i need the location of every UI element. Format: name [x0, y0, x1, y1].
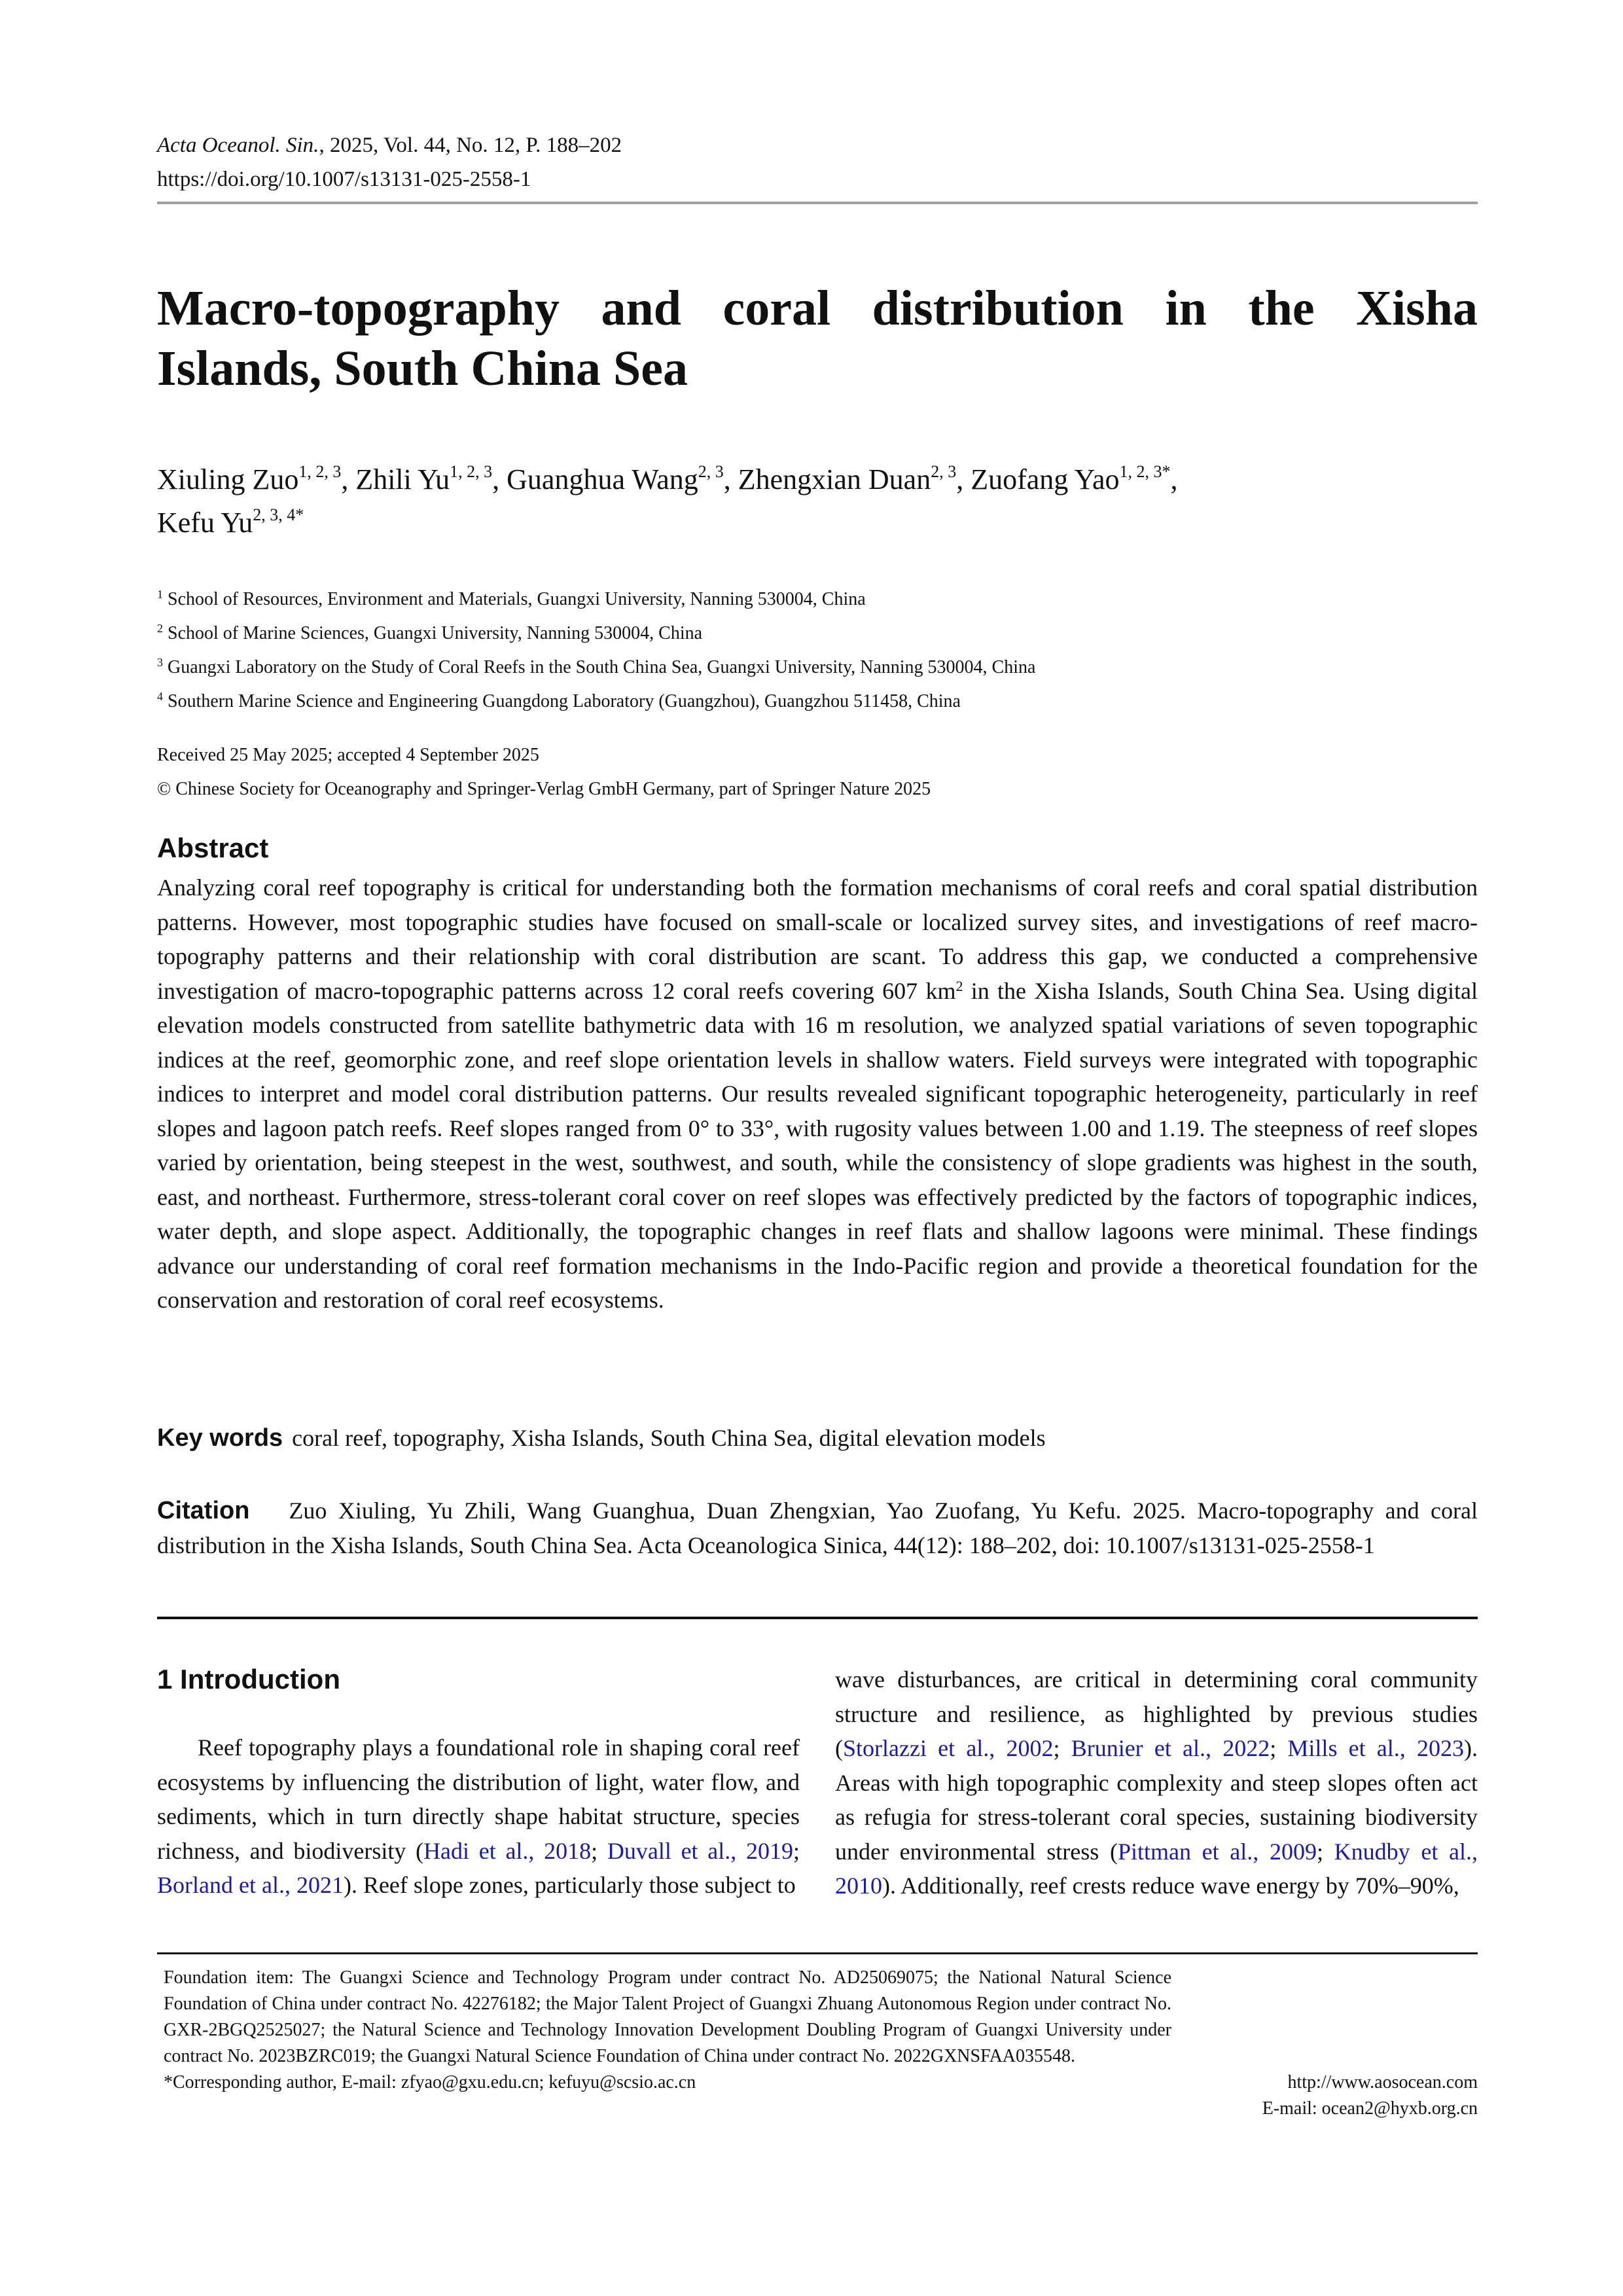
- author-affiliation-marks: 1, 2, 3: [298, 462, 342, 481]
- affiliation: $^3$ Guangxi Laboratory on the Study of Coral Reefs in the South China Sea, Guangxi University, Nanning 530004, China: [157, 656, 1036, 677]
- author: Zhengxian Duan: [738, 463, 931, 495]
- corresponding-author: *Corresponding author, E-mail: zfyao@gxu.edu.cn; kefuyu@scsio.ac.cn: [164, 2072, 696, 2092]
- reference-link[interactable]: Brunier et al., 2022: [1071, 1735, 1270, 1761]
- reference-link[interactable]: Duvall et al., 2019: [607, 1837, 793, 1864]
- left-column: [157, 1662, 800, 1903]
- copyright-notice: © Chinese Society for Oceanography and Springer-Verlag GmbH Germany, part of Springer Nature 2025: [157, 779, 931, 799]
- author-affiliation-marks: 1, 2, 3: [450, 462, 493, 481]
- author: Xiuling Zuo: [157, 463, 299, 495]
- abstract-text: Analyzing coral reef topography is critical for understanding both the formation mechanisms of coral reefs and coral spatial distribution patterns. However, most topographic studies have focused on small-scale or localized survey sites, and investigations of reef macro-topography patterns and their relationship with coral distribution are scant. To address this gap, we conducted a comprehensive investigation of macro-topographic patterns across 12 coral reefs covering 607 $km^2$ in the Xisha Islands, South China Sea. Using digital elevation models constructed from satellite bathymetric data with 16 m resolution, we analyzed spatial variations of seven topographic indices at the reef, geomorphic zone, and reef slope orientation levels in shallow waters. Field surveys were integrated with topographic indices to interpret and model coral distribution patterns. Our results revealed significant topographic heterogeneity, particularly in reef slopes and lagoon patch reefs. Reef slopes ranged from 0° to 33°, with rugosity values between 1.00 and 1.19. The steepness of reef slopes varied by orientation, being steepest in the west, southwest, and south, while the consistency of slope gradients was highest in the south, east, and northeast. Furthermore, stress-tolerant coral cover on reef slopes was effectively predicted by the factors of topographic indices, water depth, and slope aspect. Additionally, the topographic changes in reef flats and shallow lagoons were minimal. These findings advance our understanding of coral reef formation mechanisms in the Indo-Pacific region and provide a theoretical foundation for the conservation and restoration of coral reef ecosystems.: [157, 874, 1478, 1313]
- author-affiliation-marks: 2, 3: [931, 462, 957, 481]
- author-list: Xiuling Zuo$^{1, 2, 3}$, Zhili Yu$^{1, 2, 3}$, Guanghua Wang$^{2, 3}$, Zhengxian Duan$^{2, 3}$, Zuofang Yao$^{1, 2, 3*}$, Kefu $Yu^{2, 3, 4*}$: [157, 462, 1178, 539]
- author: Zhili Yu: [355, 463, 450, 495]
- paper-title: Macro-topography and coral distribution in the Xisha Islands, South China Sea: [157, 281, 1478, 396]
- author-affiliation-marks: 1, 2, 3*: [1119, 462, 1171, 481]
- affiliation: $^4$ Southern Marine Science and Engineering Guangdong Laboratory (Guangzhou), Guangzhou 511458, China: [157, 690, 961, 711]
- author-affiliation-marks: 2, 3, 4*: [253, 505, 304, 524]
- section-divider: [157, 1617, 1478, 1619]
- journal-email[interactable]: E-mail: ocean2@hyxb.org.cn: [1262, 2098, 1478, 2119]
- doi-link[interactable]: https://doi.org/10.1007/s13131-025-2558-1: [157, 168, 531, 191]
- keywords: [157, 1424, 1046, 1452]
- introduction-heading: 1 Introduction: [157, 1664, 340, 1695]
- publication-dates: [157, 738, 931, 806]
- right-column: [835, 1662, 1478, 1903]
- citation-text: Zuo Xiuling, Yu Zhili, Wang Guanghua, Duan Zhengxian, Yao Zuofang, Yu Kefu. 2025. Macro-topography and coral distribution in the Xisha Islands, South China Sea. Acta Oceanologica Sinica, 44(12): 188–202, doi: 10.1007/s13131-025-2558-1: [157, 1498, 1478, 1558]
- keywords-label: Key words: [157, 1424, 283, 1452]
- affiliation-list: [157, 583, 1035, 719]
- journal-name: Acta Oceanol. Sin.: [157, 134, 319, 157]
- journal-volume-info: , 2025, Vol. 44, No. 12, P. 188–202: [319, 134, 622, 157]
- received-accepted: Received 25 May 2025; accepted 4 September 2025: [157, 745, 539, 765]
- author: Guanghua Wang: [507, 463, 698, 495]
- funding-note: Foundation item: The Guangxi Science and Technology Program under contract No. AD25069075; the National Natural Science Foundation of China under contract No. 42276182; the Major Talent Project of Guangxi Zhuang Autonomous Region under contract No. GXR-2BGQ2525027; the Natural Science and Technology Innovation Development Doubling Program of Guangxi University under contract No. 2023BZRC019; the Guangxi Natural Science Foundation of China under contract No. 2022GXNSFAA035548.: [164, 1967, 1171, 2066]
- author: Zuofang Yao: [971, 463, 1120, 495]
- citation: [157, 1494, 1478, 1562]
- header-divider: [157, 202, 1478, 204]
- reference-link[interactable]: Hadi et al., 2018: [423, 1837, 592, 1864]
- journal-website[interactable]: http://www.aosocean.com: [1287, 2072, 1478, 2092]
- affiliation: $^1$ School of Resources, Environment and Materials, Guangxi University, Nanning 530004, China: [157, 588, 866, 609]
- introduction-paragraph-continued: wave disturbances, are critical in determining coral community structure and resilience, as highlighted by previous studies (Storlazzi et al., 2002; Brunier et al., 2022; Mills et al., 2023). Areas with high topographic complexity and steep slopes often act as refugia for stress-tolerant coral species, sustaining biodiversity under environmental stress (Pittman et al., 2009; Knudby et al., 2010). Additionally, reef crests reduce wave energy by 70%–90%,: [835, 1666, 1478, 1899]
- abstract-heading: Abstract: [157, 833, 269, 863]
- citation-label: Citation: [157, 1497, 250, 1524]
- reference-link[interactable]: Storlazzi et al., 2002: [843, 1735, 1054, 1761]
- author-affiliation-marks: 2, 3: [698, 462, 724, 481]
- reference-link[interactable]: Pittman et al., 2009: [1117, 1838, 1317, 1865]
- affiliation: $^2$ School of Marine Sciences, Guangxi University, Nanning 530004, China: [157, 622, 703, 643]
- page-footer: [164, 1965, 1478, 2119]
- reference-link[interactable]: Borland et al., 2021: [157, 1872, 344, 1898]
- reference-link[interactable]: Knudby et al., 2010: [835, 1838, 1478, 1899]
- reference-link[interactable]: Mills et al., 2023: [1287, 1735, 1464, 1761]
- keywords-text: coral reef, topography, Xisha Islands, South China Sea, digital elevation models: [292, 1425, 1046, 1451]
- journal-header: [157, 128, 622, 196]
- footnote-divider: [157, 1952, 1478, 1954]
- introduction-paragraph: Reef topography plays a foundational role in shaping coral reef ecosystems by influencing the distribution of light, water flow, and sediments, which in turn directly shape habitat structure, species richness, and biodiversity (Hadi et al., 2018; Duvall et al., 2019; Borland et al., 2021). Reef slope zones, particularly those subject to: [157, 1734, 800, 1898]
- author: Kefu Yu: [157, 507, 253, 539]
